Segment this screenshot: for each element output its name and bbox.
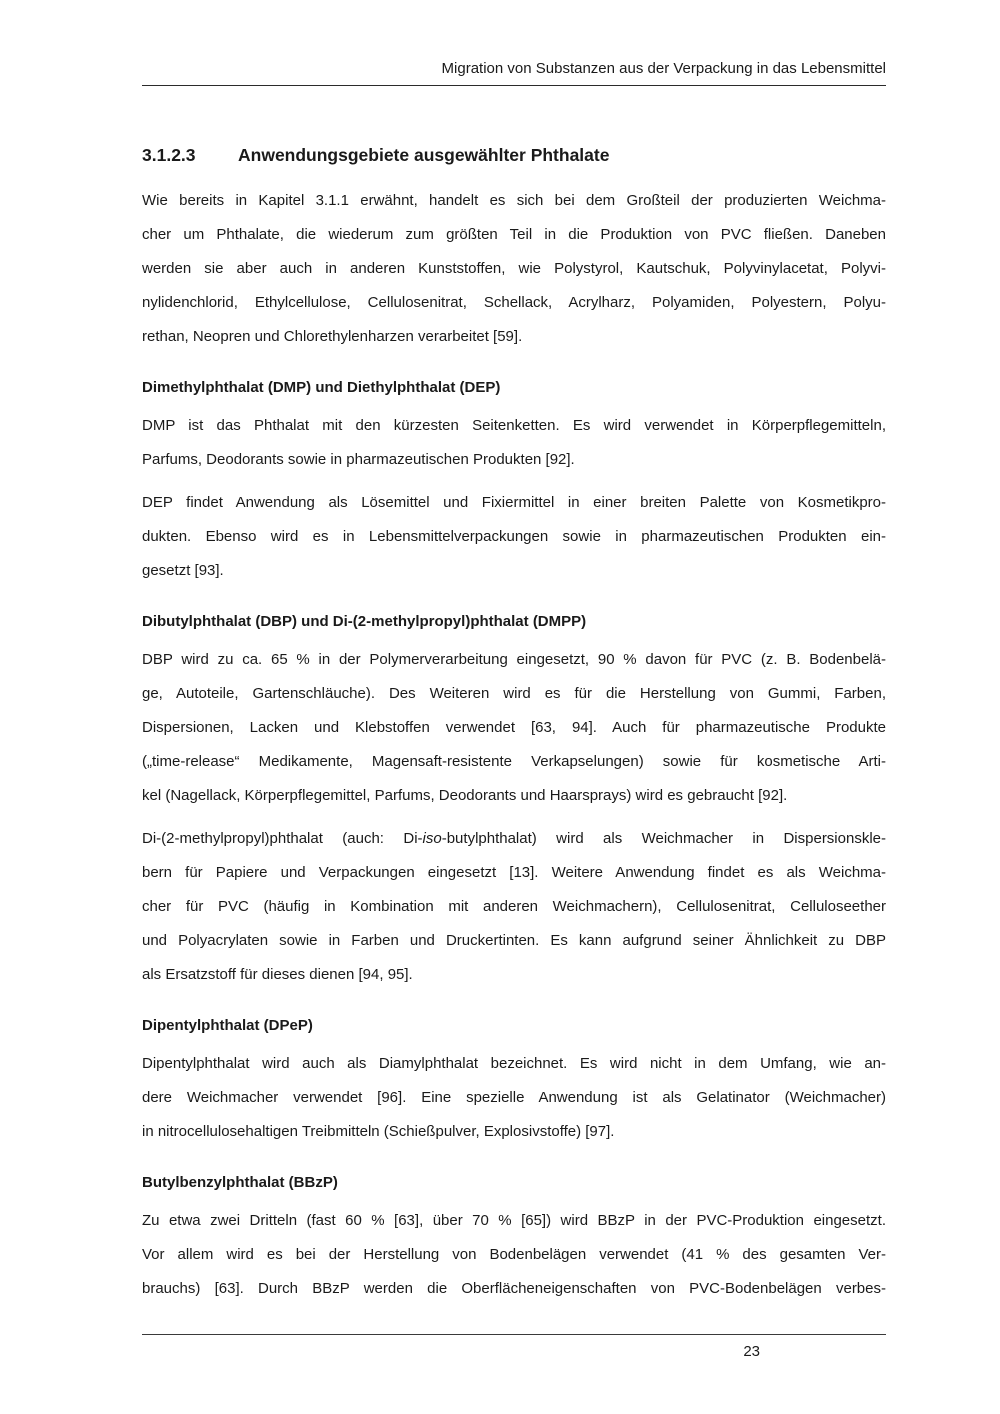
subheading-bbzp: Butylbenzylphthalat (BBzP) [142,1174,338,1191]
section-title: Anwendungsgebiete ausgewählter Phthalate [238,145,610,165]
page-number: 23 [743,1343,760,1360]
text-line: werden sie aber auch in anderen Kunststoffen, wie Polystyrol, Kautschuk, Polyvinylacetat, Polyvi- [142,260,886,277]
text-line: Parfums, Deodorants sowie in pharmazeutischen Produkten [92]. [142,451,575,468]
text-line: Wie bereits in Kapitel 3.1.1 erwähnt, handelt es sich bei dem Großteil der produzierten Weichma- [142,192,886,209]
text-line: und Polyacrylaten sowie in Farben und Druckertinten. Es kann aufgrund seiner Ähnlichkeit zu DBP [142,932,886,949]
text-line: cher um Phthalate, die wiederum zum größten Teil in die Produktion von PVC fließen. Daneben [142,226,886,243]
page-content [142,0,886,1306]
subheading-dbp-dmpp: Dibutylphthalat (DBP) und Di-(2-methylpropyl)phthalat (DMPP) [142,613,587,630]
text-line: ge, Autoteile, Gartenschläuche). Des Weiteren wird es für die Herstellung von Gummi, Farben, [142,685,886,702]
subheading-dpep: Dipentylphthalat (DPeP) [142,1017,313,1034]
paragraph-dbp [142,643,886,813]
running-header-title: Migration von Substanzen aus der Verpackung in das Lebensmittel [441,60,886,77]
text-line: cher für PVC (häufig in Kombination mit anderen Weichmachern), Cellulosenitrat, Celluloseether [142,898,886,915]
text-line: Zu etwa zwei Dritteln (fast 60 % [63], über 70 % [65]) wird BBzP in der PVC-Produktion eingesetzt. [142,1212,886,1229]
paragraph-dpep [142,1047,886,1149]
section-heading [142,142,886,168]
subheading-dmp-dep: Dimethylphthalat (DMP) und Diethylphthalat (DEP) [142,379,501,396]
text-line: Vor allem wird es bei der Herstellung von Bodenbelägen verwendet (41 % des gesamten Ver- [142,1246,886,1263]
text-line: rethan, Neopren und Chlorethylenharzen verarbeitet [59]. [142,328,523,345]
running-header [142,0,886,86]
text-line: DMP ist das Phthalat mit den kürzesten Seitenketten. Es wird verwendet in Körperpflegemitteln, [142,417,886,434]
text-line: Dispersionen, Lacken und Klebstoffen verwendet [63, 94]. Auch für pharmazeutische Produkte [142,719,886,736]
text-segment: Di-(2-methylpropyl)phthalat (auch: Di- [142,830,423,847]
text-line: dere Weichmacher verwendet [96]. Eine spezielle Anwendung ist als Gelatinator (Weichmacher) [142,1089,886,1106]
text-line: DEP findet Anwendung als Lösemittel und Fixiermittel in einer breiten Palette von Kosmetikpro- [142,494,886,511]
text-line: gesetzt [93]. [142,562,224,579]
text-line: DBP wird zu ca. 65 % in der Polymerverarbeitung eingesetzt, 90 % davon für PVC (z. B. Bodenbelä- [142,651,886,668]
text-line: kel (Nagellack, Körperpflegemittel, Parfums, Deodorants und Haarsprays) wird es gebraucht [92]. [142,787,788,804]
text-line: Dipentylphthalat wird auch als Diamylphthalat bezeichnet. Es wird nicht in dem Umfang, wie an- [142,1055,886,1072]
text-line: („time-release“ Medikamente, Magensaft-resistente Verkapselungen) sowie für kosmetische Arti- [142,753,886,770]
paragraph-dmpp [142,822,886,992]
text-line: in nitrocellulosehaltigen Treibmitteln (Schießpulver, Explosivstoffe) [97]. [142,1123,615,1140]
text-line: brauchs) [63]. Durch BBzP werden die Oberflächeneigenschaften von PVC-Bodenbelägen verbes- [142,1280,886,1297]
section-number: 3.1.2.3 [142,145,196,165]
text-segment: -butylphthalat) wird als Weichmacher in Dispersionskle- [441,830,886,847]
text-line: nylidenchlorid, Ethylcellulose, Cellulosenitrat, Schellack, Acrylharz, Polyamiden, Polyestern, Polyu- [142,294,886,311]
paragraph-bbzp [142,1204,886,1306]
text-line: dukten. Ebenso wird es in Lebensmittelverpackungen sowie in pharmazeutischen Produkten ein- [142,528,886,545]
paragraph-dmp [142,409,886,477]
text-line [142,822,886,856]
page-footer [142,1334,886,1363]
italic-term: iso [422,830,442,847]
paragraph-dep [142,486,886,588]
text-line: bern für Papiere und Verpackungen eingesetzt [13]. Weitere Anwendung findet es als Weichma- [142,864,886,881]
paragraph-intro [142,184,886,354]
text-line: als Ersatzstoff für dieses dienen [94, 95]. [142,966,413,983]
